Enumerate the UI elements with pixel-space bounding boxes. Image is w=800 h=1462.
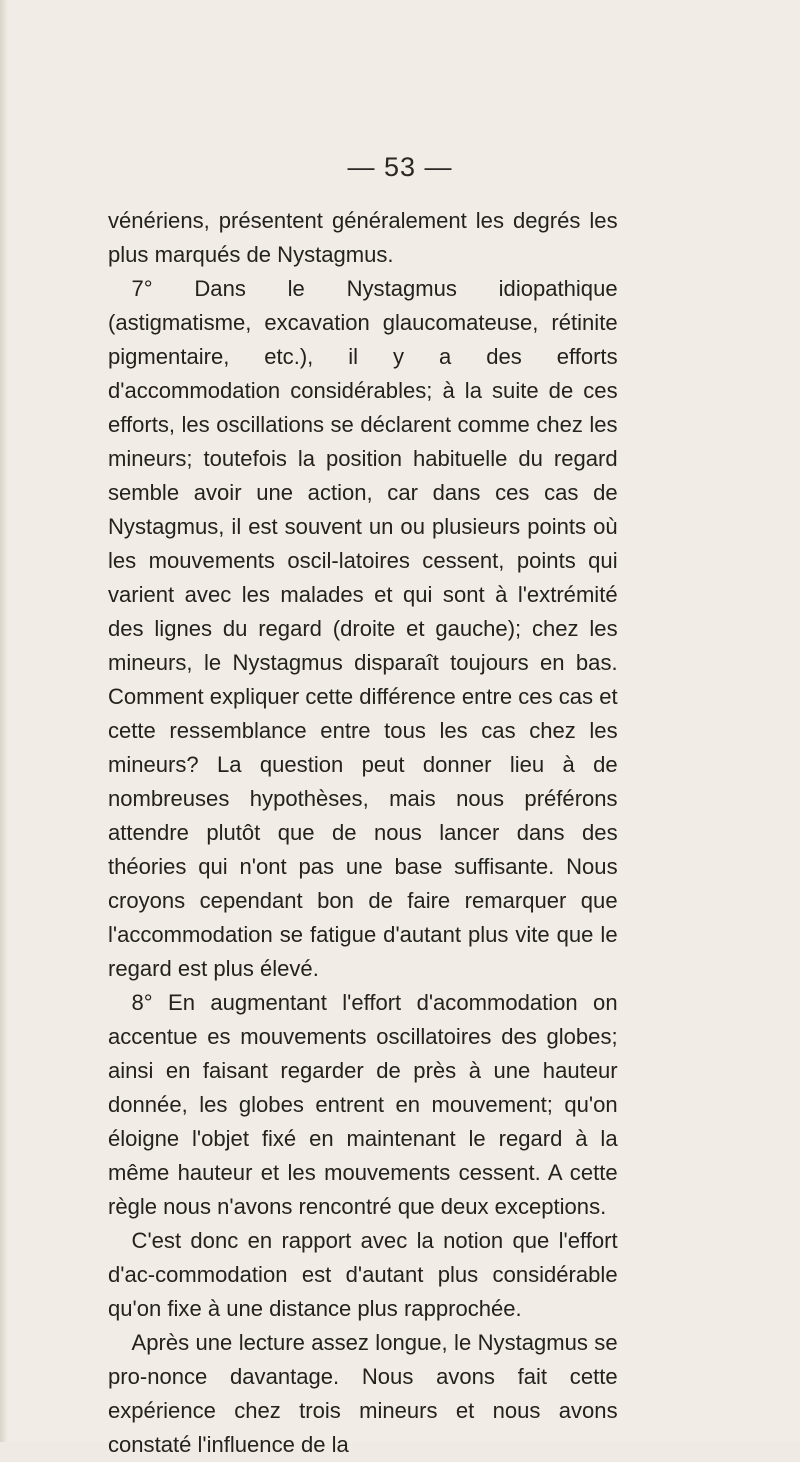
paragraph-point-7: 7° Dans le Nystagmus idiopathique (astigmatisme, excavation glaucomateuse, rétinite pigmentaire, etc.), il y a des efforts d'accommodation considérables; à la suite de ces efforts, les oscillations se déclarent comme chez les mineurs; toutefois la position habituelle du regard semble avoir une action, car dans ces cas de Nystagmus, il est souvent un ou plusieurs points où les mouvements oscil-latoires cessent, points qui varient avec les malades et qui sont à l'extrémité des lignes du regard (droite et gauche); chez les mineurs, le Nystagmus disparaît toujours en bas. Comment expliquer cette différence entre ces cas et cette ressemblance entre tous les cas chez les mineurs? La question peut donner lieu à de nombreuses hypothèses, mais nous préférons attendre plutôt que de nous lancer dans des théories qui n'ont pas une base suffisante. Nous croyons cependant bon de faire remarquer que l'accommodation se fatigue d'autant plus vite que le regard est plus élevé. xyxy=(108,276,618,981)
paragraph-conclusion: C'est donc en rapport avec la notion que l'effort d'ac-commodation est d'autant plus considérable qu'on fixe à une distance plus rapprochée. xyxy=(108,1228,618,1321)
body-text xyxy=(108,204,618,1462)
paragraph-reading-experiment: Après une lecture assez longue, le Nystagmus se pro-nonce davantage. Nous avons fait cette expérience chez trois mineurs et nous avons constaté l'influence de la xyxy=(108,1330,618,1457)
page-number: — 53 — xyxy=(347,152,453,182)
page-edge xyxy=(0,0,8,1442)
paragraph-continuation: vénériens, présentent généralement les degrés les plus marqués de Nystagmus. xyxy=(108,208,618,267)
paragraph-point-8: 8° En augmentant l'effort d'acommodation on accentue es mouvements oscillatoires des globes; ainsi en faisant regarder de près à une hauteur donnée, les globes entrent en mouvement; qu'on éloigne l'objet fixé en maintenant le regard à la même hauteur et les mouvements cessent. A cette règle nous n'avons rencontré que deux exceptions. xyxy=(108,990,618,1219)
